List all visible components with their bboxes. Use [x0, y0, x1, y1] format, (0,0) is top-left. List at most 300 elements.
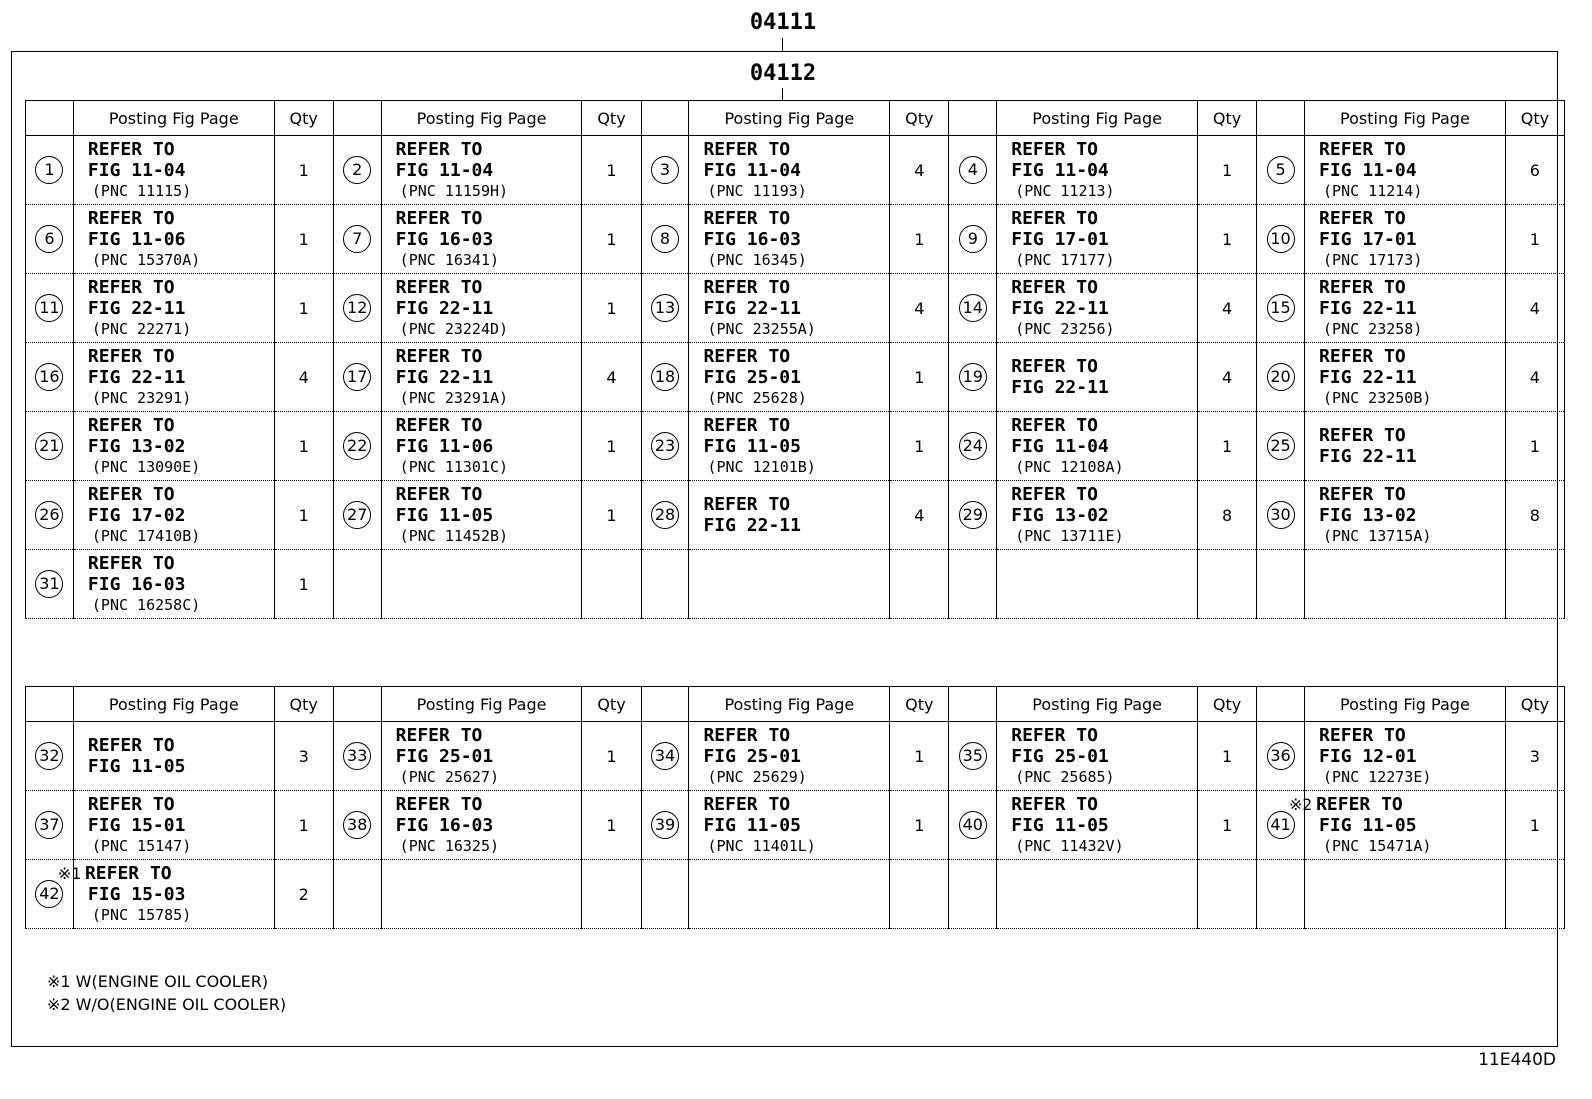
num-header	[26, 101, 74, 136]
item-number-badge: 20	[1267, 363, 1295, 391]
item-number-cell	[26, 136, 74, 205]
item-number-cell	[949, 722, 997, 791]
fig-text: FIG 17-01	[1319, 228, 1417, 250]
fig-text: FIG 25-01	[1011, 745, 1109, 767]
posting-cell	[1305, 481, 1506, 550]
item-number-badge: 6	[35, 225, 63, 253]
fig-text: FIG 13-02	[87, 435, 186, 457]
qty-cell: 4	[890, 136, 949, 205]
fig-text: FIG 22-11	[703, 515, 801, 536]
posting-cell	[73, 791, 274, 860]
qty-cell	[890, 860, 949, 929]
qty-cell: 1	[582, 136, 641, 205]
refer-label: REFER TO	[395, 483, 483, 505]
refer-label: REFER TO	[87, 345, 175, 367]
pnc-text: (PNC 11452B)	[399, 526, 509, 545]
posting-cell	[689, 205, 890, 274]
qty-cell: 1	[274, 481, 333, 550]
fig-text: FIG 15-01	[87, 814, 186, 836]
refer-label: REFER TO	[1319, 724, 1406, 746]
item-number-badge: 22	[343, 432, 371, 460]
item-number-badge: 19	[959, 363, 987, 391]
item-number-cell	[949, 481, 997, 550]
posting-header: Posting Fig Page	[997, 687, 1198, 722]
fig-text: FIG 11-05	[703, 814, 801, 836]
fig-text: FIG 11-04	[1011, 435, 1109, 457]
fig-text: FIG 22-11	[703, 297, 801, 319]
item-number-badge: 36	[1267, 742, 1295, 770]
fig-text: FIG 17-02	[87, 504, 186, 526]
refer-label: REFER TO	[1319, 138, 1406, 160]
refer-text	[396, 725, 582, 746]
num-header	[333, 687, 381, 722]
pnc-text: (PNC 16345)	[707, 250, 807, 269]
refer-label: REFER TO	[703, 207, 791, 229]
pnc-text: (PNC 15471A)	[1323, 836, 1432, 855]
table-row	[26, 274, 1565, 343]
item-number-cell	[1257, 860, 1305, 929]
qty-header: Qty	[274, 101, 333, 136]
item-number-cell	[949, 791, 997, 860]
item-number-cell	[641, 343, 689, 412]
qty-cell: 2	[274, 860, 333, 929]
refer-label: REFER TO	[1319, 276, 1406, 298]
posting-cell	[381, 791, 582, 860]
header-row	[26, 101, 1565, 136]
item-number-badge: 35	[959, 742, 987, 770]
posting-cell	[73, 412, 274, 481]
fig-text: FIG 22-11	[1011, 377, 1109, 398]
table-row	[26, 343, 1565, 412]
item-number-badge: 10	[1267, 225, 1295, 253]
refer-label: REFER TO	[395, 724, 483, 746]
posting-cell	[997, 274, 1198, 343]
qty-cell	[890, 550, 949, 619]
refer-text	[703, 139, 889, 160]
pnc-text: (PNC 11115)	[91, 181, 192, 200]
item-number-badge: 7	[343, 225, 371, 253]
pnc-text: (PNC 13715A)	[1323, 526, 1432, 545]
pnc-text: (PNC 13711E)	[1015, 526, 1124, 545]
refer-label: REFER TO	[1319, 425, 1406, 446]
refer-text	[396, 346, 582, 367]
pnc-text: (PNC 23224D)	[399, 319, 509, 338]
pnc-text: (PNC 11301C)	[399, 457, 509, 476]
item-number-cell	[26, 412, 74, 481]
item-number-badge: 1	[35, 156, 63, 184]
posting-cell	[689, 550, 890, 619]
item-number-badge: 27	[343, 501, 371, 529]
refer-text	[88, 484, 274, 505]
item-number-badge: 15	[1267, 294, 1295, 322]
posting-header: Posting Fig Page	[73, 101, 274, 136]
item-number-cell	[333, 860, 381, 929]
qty-header: Qty	[1198, 101, 1257, 136]
fig-text: FIG 11-04	[1011, 159, 1109, 181]
fig-text: FIG 12-01	[1319, 745, 1417, 767]
item-number-badge: 33	[343, 742, 371, 770]
pnc-text: (PNC 11401L)	[707, 836, 816, 855]
pnc-text: (PNC 17177)	[1015, 250, 1115, 269]
fig-text: FIG 11-05	[703, 435, 801, 457]
pnc-text: (PNC 12101B)	[707, 457, 816, 476]
refer-label: REFER TO	[1319, 483, 1406, 505]
item-number-badge: 16	[35, 363, 63, 391]
posting-cell	[1305, 205, 1506, 274]
item-number-badge: 3	[651, 156, 679, 184]
refer-text	[88, 735, 274, 756]
item-number-cell	[641, 722, 689, 791]
qty-cell: 4	[890, 274, 949, 343]
qty-header: Qty	[582, 101, 641, 136]
refer-label: REFER TO	[84, 862, 172, 884]
fig-text: FIG 16-03	[703, 228, 801, 250]
posting-cell	[1305, 412, 1506, 481]
fig-text: FIG 16-03	[395, 228, 494, 250]
item-number-cell	[949, 550, 997, 619]
item-number-cell	[26, 550, 74, 619]
posting-cell	[997, 791, 1198, 860]
posting-header: Posting Fig Page	[1305, 687, 1506, 722]
refer-label: REFER TO	[87, 138, 175, 160]
item-number-cell	[26, 722, 74, 791]
posting-cell	[381, 722, 582, 791]
posting-cell	[997, 481, 1198, 550]
item-number-cell	[641, 205, 689, 274]
refer-text	[703, 415, 889, 436]
pnc-text: (PNC 25685)	[1015, 767, 1115, 786]
item-number-cell	[1257, 343, 1305, 412]
qty-header: Qty	[1505, 687, 1564, 722]
posting-cell	[381, 550, 582, 619]
qty-cell: 4	[1505, 343, 1564, 412]
refer-label: REFER TO	[1319, 345, 1406, 367]
qty-cell: 6	[1505, 136, 1564, 205]
refer-label: REFER TO	[1011, 207, 1098, 229]
posting-header: Posting Fig Page	[997, 101, 1198, 136]
refer-text	[703, 725, 889, 746]
note-mark: ※2	[1289, 794, 1313, 814]
posting-cell	[381, 481, 582, 550]
header-row	[26, 687, 1565, 722]
item-number-badge: 30	[1267, 501, 1295, 529]
num-header	[1257, 101, 1305, 136]
fig-text: FIG 17-01	[1011, 228, 1109, 250]
item-number-badge: 21	[35, 432, 63, 460]
pnc-text: (PNC 11159H)	[399, 181, 509, 200]
qty-header: Qty	[1198, 687, 1257, 722]
fig-text: FIG 11-06	[395, 435, 494, 457]
item-number-badge: 26	[35, 501, 63, 529]
item-number-cell	[26, 274, 74, 343]
posting-header: Posting Fig Page	[381, 101, 582, 136]
item-number-cell	[333, 550, 381, 619]
posting-cell	[73, 722, 274, 791]
refer-text	[1289, 793, 1505, 815]
qty-cell: 4	[1198, 274, 1257, 343]
qty-cell: 1	[582, 205, 641, 274]
pnc-text: (PNC 12108A)	[1015, 457, 1124, 476]
item-number-cell	[949, 136, 997, 205]
refer-label: REFER TO	[703, 138, 791, 160]
posting-cell	[689, 412, 890, 481]
posting-cell	[73, 205, 274, 274]
posting-cell	[73, 136, 274, 205]
fig-text: FIG 11-05	[395, 504, 494, 526]
item-number-badge: 4	[959, 156, 987, 184]
refer-text	[396, 415, 582, 436]
refer-label: REFER TO	[1011, 138, 1098, 160]
item-number-cell	[333, 205, 381, 274]
refer-text	[1319, 277, 1505, 298]
table-row	[26, 791, 1565, 860]
posting-cell	[689, 274, 890, 343]
item-number-badge: 42	[35, 880, 63, 908]
fig-text: FIG 22-11	[87, 366, 186, 388]
posting-cell	[381, 343, 582, 412]
refer-label: REFER TO	[87, 793, 175, 815]
qty-cell: 1	[1198, 722, 1257, 791]
fig-text: FIG 11-04	[703, 159, 801, 181]
num-header	[333, 101, 381, 136]
item-number-badge: 39	[651, 811, 679, 839]
qty-cell: 1	[582, 791, 641, 860]
item-number-cell	[333, 481, 381, 550]
qty-header: Qty	[890, 101, 949, 136]
pnc-text: (PNC 23291)	[91, 388, 192, 407]
refer-label: REFER TO	[395, 207, 483, 229]
pnc-text: (PNC 15370A)	[91, 250, 201, 269]
posting-cell	[73, 481, 274, 550]
posting-cell	[1289, 791, 1506, 860]
posting-cell	[1305, 274, 1506, 343]
refer-label: REFER TO	[703, 494, 791, 515]
outer-assembly-label: 04111	[749, 10, 817, 35]
posting-cell	[73, 274, 274, 343]
refer-label: REFER TO	[1011, 276, 1098, 298]
item-number-badge: 2	[343, 156, 371, 184]
qty-cell: 1	[1505, 205, 1564, 274]
item-number-badge: 9	[959, 225, 987, 253]
item-number-badge: 31	[35, 570, 63, 598]
refer-text	[1011, 794, 1197, 815]
outer-leader-line	[782, 38, 783, 52]
item-number-cell	[26, 205, 74, 274]
refer-label: REFER TO	[87, 414, 175, 436]
num-header	[1257, 687, 1305, 722]
refer-text	[396, 277, 582, 298]
refer-text	[88, 208, 274, 229]
item-number-badge: 17	[343, 363, 371, 391]
item-number-cell	[1257, 205, 1305, 274]
item-number-badge: 34	[651, 742, 679, 770]
posting-cell	[1305, 550, 1506, 619]
posting-header: Posting Fig Page	[73, 687, 274, 722]
pnc-text: (PNC 23291A)	[399, 388, 509, 407]
qty-cell: 1	[890, 722, 949, 791]
refer-label: REFER TO	[1011, 356, 1098, 377]
qty-cell	[582, 550, 641, 619]
refer-text	[1011, 208, 1197, 229]
refer-text	[1319, 484, 1505, 505]
item-number-badge: 11	[35, 294, 63, 322]
refer-text	[703, 208, 889, 229]
posting-cell	[1305, 722, 1506, 791]
fig-text: FIG 25-01	[395, 745, 494, 767]
refer-text	[1319, 208, 1505, 229]
num-header	[949, 101, 997, 136]
fig-text: FIG 11-04	[395, 159, 494, 181]
pnc-text: (PNC 11213)	[1015, 181, 1115, 200]
num-header	[26, 687, 74, 722]
item-number-cell	[333, 722, 381, 791]
qty-cell: 1	[1505, 412, 1564, 481]
item-number-cell	[641, 136, 689, 205]
posting-cell	[689, 136, 890, 205]
pnc-text: (PNC 25628)	[707, 388, 807, 407]
item-number-cell	[641, 274, 689, 343]
qty-cell: 1	[890, 791, 949, 860]
qty-cell: 1	[582, 274, 641, 343]
refer-text	[396, 208, 582, 229]
pnc-text: (PNC 17410B)	[91, 526, 201, 545]
item-number-cell	[641, 481, 689, 550]
qty-header: Qty	[274, 687, 333, 722]
inner-assembly-label: 04112	[749, 61, 817, 86]
posting-cell	[689, 343, 890, 412]
pnc-text: (PNC 23255A)	[707, 319, 816, 338]
pnc-text: (PNC 23250B)	[1323, 388, 1432, 407]
qty-cell: 1	[1505, 791, 1564, 860]
item-number-cell	[949, 860, 997, 929]
item-number-badge: 29	[959, 501, 987, 529]
pnc-text: (PNC 23256)	[1015, 319, 1115, 338]
refer-label: REFER TO	[87, 207, 175, 229]
note-mark: ※1	[57, 863, 81, 883]
qty-cell: 3	[1505, 722, 1564, 791]
refer-text	[396, 484, 582, 505]
pnc-text: (PNC 23258)	[1323, 319, 1423, 338]
qty-cell: 1	[582, 722, 641, 791]
pnc-text: (PNC 11193)	[707, 181, 807, 200]
posting-cell	[997, 412, 1198, 481]
fig-text: FIG 25-01	[703, 745, 801, 767]
refer-text	[1011, 139, 1197, 160]
qty-cell: 1	[890, 343, 949, 412]
refer-text	[1011, 484, 1197, 505]
item-number-cell	[1257, 550, 1305, 619]
item-number-cell	[1257, 274, 1305, 343]
item-number-badge: 24	[959, 432, 987, 460]
refer-label: REFER TO	[703, 276, 791, 298]
qty-cell: 1	[890, 205, 949, 274]
pnc-text: (PNC 16258C)	[91, 595, 201, 614]
item-number-cell	[26, 791, 74, 860]
fig-text: FIG 13-02	[1011, 504, 1109, 526]
fig-text: FIG 22-11	[395, 297, 494, 319]
posting-cell	[1305, 343, 1506, 412]
item-number-badge: 12	[343, 294, 371, 322]
pnc-text: (PNC 22271)	[91, 319, 192, 338]
item-number-cell	[641, 860, 689, 929]
posting-cell	[381, 860, 582, 929]
fig-text: FIG 22-11	[87, 297, 186, 319]
refer-text	[88, 277, 274, 298]
footnote-2: ※2 W/O(ENGINE OIL COOLER)	[47, 995, 287, 1014]
refer-label: REFER TO	[87, 552, 175, 574]
pnc-text: (PNC 17173)	[1323, 250, 1423, 269]
posting-cell	[997, 550, 1198, 619]
refer-text	[703, 277, 889, 298]
refer-text	[1319, 139, 1505, 160]
qty-cell: 1	[1198, 205, 1257, 274]
item-number-badge: 37	[35, 811, 63, 839]
refer-text	[1011, 415, 1197, 436]
refer-label: REFER TO	[395, 793, 483, 815]
refer-label: REFER TO	[703, 345, 791, 367]
posting-cell	[381, 274, 582, 343]
fig-text: FIG 16-03	[395, 814, 494, 836]
refer-text	[1011, 277, 1197, 298]
pnc-text: (PNC 15785)	[91, 905, 192, 924]
refer-label: REFER TO	[395, 276, 483, 298]
refer-text	[396, 139, 582, 160]
qty-cell: 1	[274, 791, 333, 860]
pnc-text: (PNC 15147)	[91, 836, 192, 855]
posting-header: Posting Fig Page	[689, 687, 890, 722]
posting-header: Posting Fig Page	[1305, 101, 1506, 136]
fig-text: FIG 25-01	[703, 366, 801, 388]
item-number-badge: 28	[651, 501, 679, 529]
item-number-cell	[641, 791, 689, 860]
pnc-text: (PNC 25629)	[707, 767, 807, 786]
pnc-text: (PNC 12273E)	[1323, 767, 1432, 786]
qty-cell	[1505, 550, 1564, 619]
qty-cell: 3	[274, 722, 333, 791]
table-row	[26, 481, 1565, 550]
posting-cell	[689, 860, 890, 929]
refer-text	[1011, 356, 1197, 377]
posting-cell	[73, 343, 274, 412]
table-row	[26, 205, 1565, 274]
qty-cell: 4	[890, 481, 949, 550]
qty-cell: 1	[274, 412, 333, 481]
refer-label: REFER TO	[395, 414, 483, 436]
qty-cell	[1198, 860, 1257, 929]
item-number-cell	[1257, 136, 1305, 205]
refer-text	[88, 415, 274, 436]
footnote-1: ※1 W(ENGINE OIL COOLER)	[47, 972, 269, 991]
refer-text	[1011, 725, 1197, 746]
posting-cell	[997, 136, 1198, 205]
refer-label: REFER TO	[87, 483, 175, 505]
item-number-badge: 18	[651, 363, 679, 391]
parts-table-2	[25, 686, 1565, 929]
item-number-badge: 40	[959, 811, 987, 839]
illustration-code: 11E440D	[1478, 1050, 1556, 1070]
refer-text	[88, 346, 274, 367]
item-number-badge: 8	[651, 225, 679, 253]
fig-text: FIG 22-11	[1319, 297, 1417, 319]
refer-text	[703, 494, 889, 515]
qty-cell: 1	[582, 412, 641, 481]
qty-cell: 8	[1505, 481, 1564, 550]
refer-label: REFER TO	[87, 276, 175, 298]
qty-cell: 1	[1198, 136, 1257, 205]
item-number-cell	[333, 136, 381, 205]
pnc-text: (PNC 25627)	[399, 767, 500, 786]
qty-cell: 4	[1198, 343, 1257, 412]
